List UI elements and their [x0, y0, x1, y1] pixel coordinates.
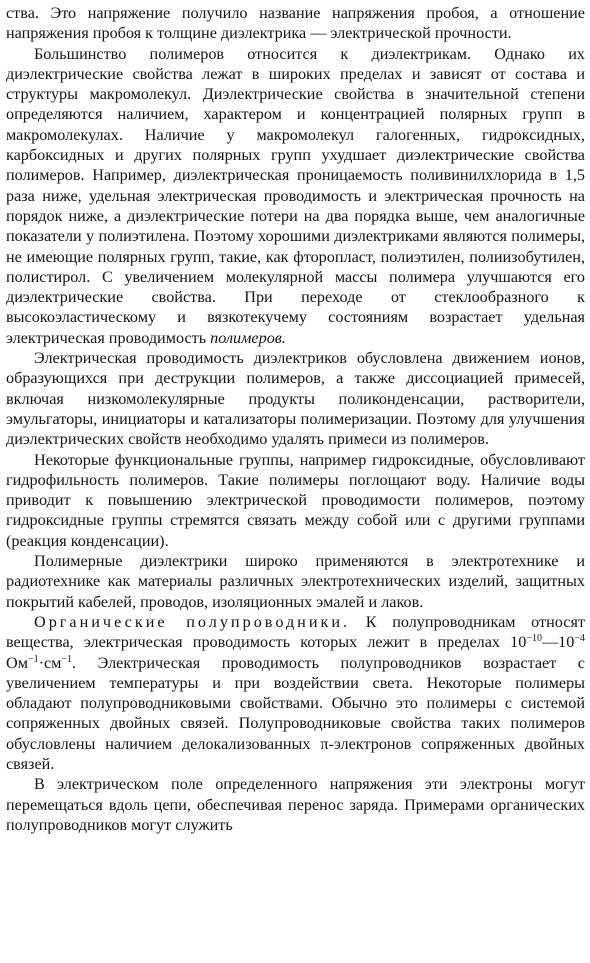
paragraph-text: В электрическом поле определенного напряжения эти электроны могут перемещаться вдоль цепи, обеспечивая перенос заряда. Примерами органических полупроводников могут служить — [6, 775, 585, 834]
exponent: −1 — [61, 653, 73, 665]
paragraph-polymer-dielectrics — [6, 44, 585, 348]
italic-word: полимеров. — [210, 328, 286, 347]
paragraph-text: Ом — [6, 653, 28, 672]
exponent: −10 — [526, 633, 542, 645]
paragraph-text: Полимерные диэлектрики широко применяются в электротехнике и радиотехнике как материалы различных электротехнических изделий, защитных покрытий кабелей, проводов, изоляционных эмалей и лаков. — [6, 552, 585, 611]
paragraph-text: —10 — [541, 633, 575, 652]
paragraph-text: . Электрическая проводимость полупроводников возрастает с увеличением температуры и при воздействии света. Некоторые полимеры обладают полупроводниковыми свойствами. Обычно это полимеры с системой сопряженных двойных связей. Полупроводниковые свойства таких полимеров обусловлены наличием делокализованных π-электронов сопряженных двойных связей. — [6, 653, 585, 773]
paragraph-organic-semiconductors — [6, 612, 585, 774]
document-page — [6, 3, 585, 835]
paragraph-text: ства. Это напряжение получило название напряжения пробоя, а отношение напряжения пробоя к толщине диэлектрика — электрической прочности. — [6, 4, 585, 43]
paragraph-continuation — [6, 3, 585, 44]
paragraph-text: Некоторые функциональные группы, например гидроксидные, обусловливают гидрофильность полимеров. Такие полимеры поглощают воду. Наличие воды приводит к повышению электрической проводимости полимеров, поэтому гидроксидные группы стремятся связать между собой или с другими группами (реакция конденсации). — [6, 450, 585, 550]
section-heading-inline: Органические полупроводники. — [34, 612, 351, 631]
paragraph-text: Электрическая проводимость диэлектриков обусловлена движением ионов, образующихся при деструкции полимеров, а также диссоциацией примесей, включая низкомолекулярные продукты поликонденсации, растворители, эмульгаторы, инициаторы и катализаторы полимеризации. Поэтому для улучшения диэлектрических свойств необходимо удалять примеси из полимеров. — [6, 349, 585, 449]
paragraph-text: К полупроводникам относят вещества, электрическая проводимость которых лежит в пределах 10 — [6, 612, 585, 652]
paragraph-functional-groups — [6, 450, 585, 551]
paragraph-electric-field — [6, 774, 585, 835]
paragraph-text: ·см — [38, 653, 62, 672]
paragraph-applications — [6, 551, 585, 612]
exponent: −1 — [27, 653, 39, 665]
paragraph-conductivity — [6, 348, 585, 449]
exponent: −4 — [574, 633, 585, 645]
paragraph-text: Большинство полимеров относится к диэлектрикам. Однако их диэлектрические свойства лежат в широких пределах и зависят от состава и структуры макромолекул. Диэлектрические свойства в значительной степени определяются наличием, характером и концентрацией полярных групп в макромолекулах. Наличие у макромолекул галогенных, гидроксидных, карбоксидных и других полярных групп ухудшает диэлектрические свойства полимеров. Например, диэлектрическая проницаемость поливинилхлорида в 1,5 раза ниже, удельная электрическая проводимость и электрическая прочность на порядок ниже, а диэлектрические потери на два порядка выше, чем аналогичные показатели у полиэтилена. Поэтому хорошими диэлектриками являются полимеры, не имеющие полярных групп, такие, как фторопласт, полиэтилен, полиизобутилен, полистирол. С увеличением молекулярной массы полимера улучшаются его диэлектрические свойства. При переходе от стеклообразного к высокоэластическому и вязкотекучему состояниям возрастает удельная электрическая проводимость — [6, 44, 585, 347]
